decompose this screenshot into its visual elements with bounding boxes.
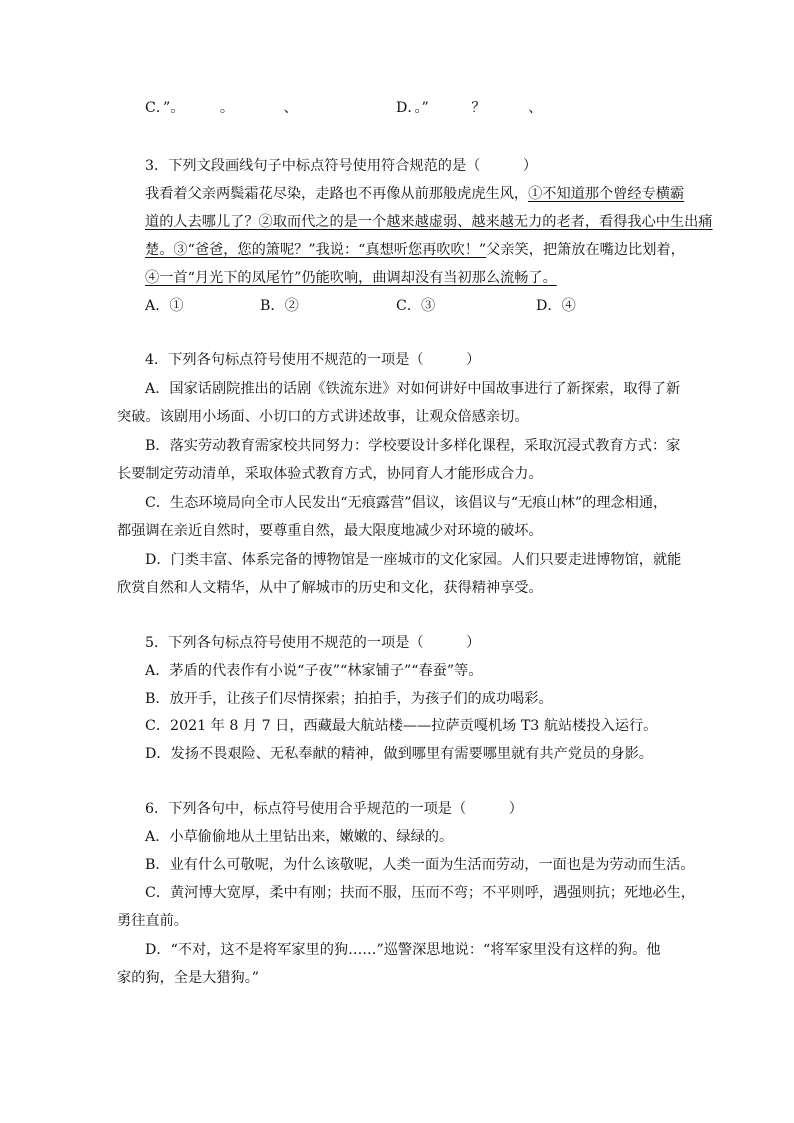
question-3-passage-line-4 (145, 268, 557, 288)
question-5-option-a: A．茅盾的代表作有小说“子夜”“林家铺子”“春蚕”等。 (145, 663, 483, 679)
question-4-line: 突破。该剧用小场面、小切口的方式讲述故事，让观众倍感亲切。 (117, 409, 529, 425)
question-3-option-a[interactable]: A．① (145, 298, 184, 314)
question-3-option-d[interactable]: D．④ (536, 298, 576, 314)
question-4-line: 都强调在亲近自然时，要尊重自然，最大限度地减少对环境的破坏。 (117, 523, 543, 539)
question-3-stem: 3．下列文段画线句子中标点符号使用符合规范的是（ ） (145, 158, 538, 174)
question-4-line: A．国家话剧院推出的话剧《铁流东进》对如何讲好中国故事进行了新探索，取得了新 (145, 381, 681, 397)
question-5-option-c: C．2021 年 8 月 7 日，西藏最大航站楼——拉萨贡嘎机场 T3 航站楼投入运行。 (145, 718, 658, 734)
question-5-stem: 5．下列各句标点符号使用不规范的一项是（ ） (145, 635, 481, 651)
question-3-passage-line-2 (145, 212, 713, 232)
question-4-stem: 4．下列各句标点符号使用不规范的一项是（ ） (145, 352, 481, 368)
question-6-option-c-cont: 勇往直前。 (117, 913, 188, 929)
underlined-sentence-3: “爸爸，您的箫呢？”我说：“真想听您再吹吹！” (187, 242, 487, 258)
underlined-sentence-2-end: 楚。③ (145, 242, 188, 258)
question-4-line: C．生态环境局向全市人民发出“无痕露营”倡议，该倡议与“无痕山林”的理念相通， (145, 495, 668, 511)
question-3-option-c[interactable]: C．③ (396, 298, 436, 314)
passage-text: 父亲笑，把箫放在嘴边比划着， (486, 242, 685, 258)
question-4-line: D．门类丰富、体系完备的博物馆是一座城市的文化家园。人们只要走进博物馆，就能 (145, 552, 682, 568)
option-d-top: D．。” ？ 、 (396, 100, 543, 116)
question-6-option-d: D．“不对，这不是将军家里的狗……”巡警深思地说：“将军家里没有这样的狗。他 (145, 942, 661, 958)
question-5-option-b: B．放开手，让孩子们尽情探索；拍拍手，为孩子们的成功喝彩。 (145, 691, 553, 707)
question-5-option-d: D．发扬不畏艰险、无私奉献的精神，做到哪里有需要哪里就有共产党员的身影。 (145, 746, 653, 762)
underlined-sentence-4: ④一首“月光下的凤尾竹”仍能吹响，曲调却没有当初那么流畅了。 (145, 270, 557, 286)
question-3-option-b[interactable]: B．② (260, 298, 299, 314)
question-6-option-c: C．黄河博大宽厚，柔中有刚；扶而不服，压而不弯；不平则呼，遇强则抗；死地必生， (145, 885, 695, 901)
underlined-sentence-2: ②取而代之的是一个越来越虚弱、越来越无力的老者，看得我心中生出痛 (258, 214, 713, 230)
question-4-line: 长要制定劳动清单，采取体验式教育方式，协同育人才能形成合力。 (117, 466, 543, 482)
question-6-option-a: A．小草偷偷地从土里钻出来，嫩嫩的、绿绿的。 (145, 829, 454, 845)
passage-text: 我看着父亲两鬓霜花尽染，走路也不再像从前那般虎虎生风， (145, 186, 529, 202)
question-6-stem: 6．下列各句中，标点符号使用合乎规范的一项是（ ） (145, 801, 523, 817)
underlined-sentence-1-end: 道的人去哪儿了？ (145, 214, 259, 230)
question-4-line: B．落实劳动教育需家校共同努力：学校要设计多样化课程，采取沉浸式教育方式：家 (145, 438, 681, 454)
question-6-option-d-cont: 家的狗，全是大猎狗。” (117, 970, 260, 986)
question-3-passage-line-1 (145, 184, 684, 204)
underlined-sentence-1: ①不知道那个曾经专横霸 (528, 186, 685, 202)
question-6-option-b: B．业有什么可敬呢，为什么该敬呢，人类一面为生活而劳动，一面也是为劳动而生活。 (145, 857, 695, 873)
question-4-line: 欣赏自然和人文精华，从中了解城市的历史和文化，获得精神享受。 (117, 580, 543, 596)
option-c-top: C．”。 。 、 (145, 100, 298, 116)
question-3-passage-line-3 (145, 240, 685, 260)
